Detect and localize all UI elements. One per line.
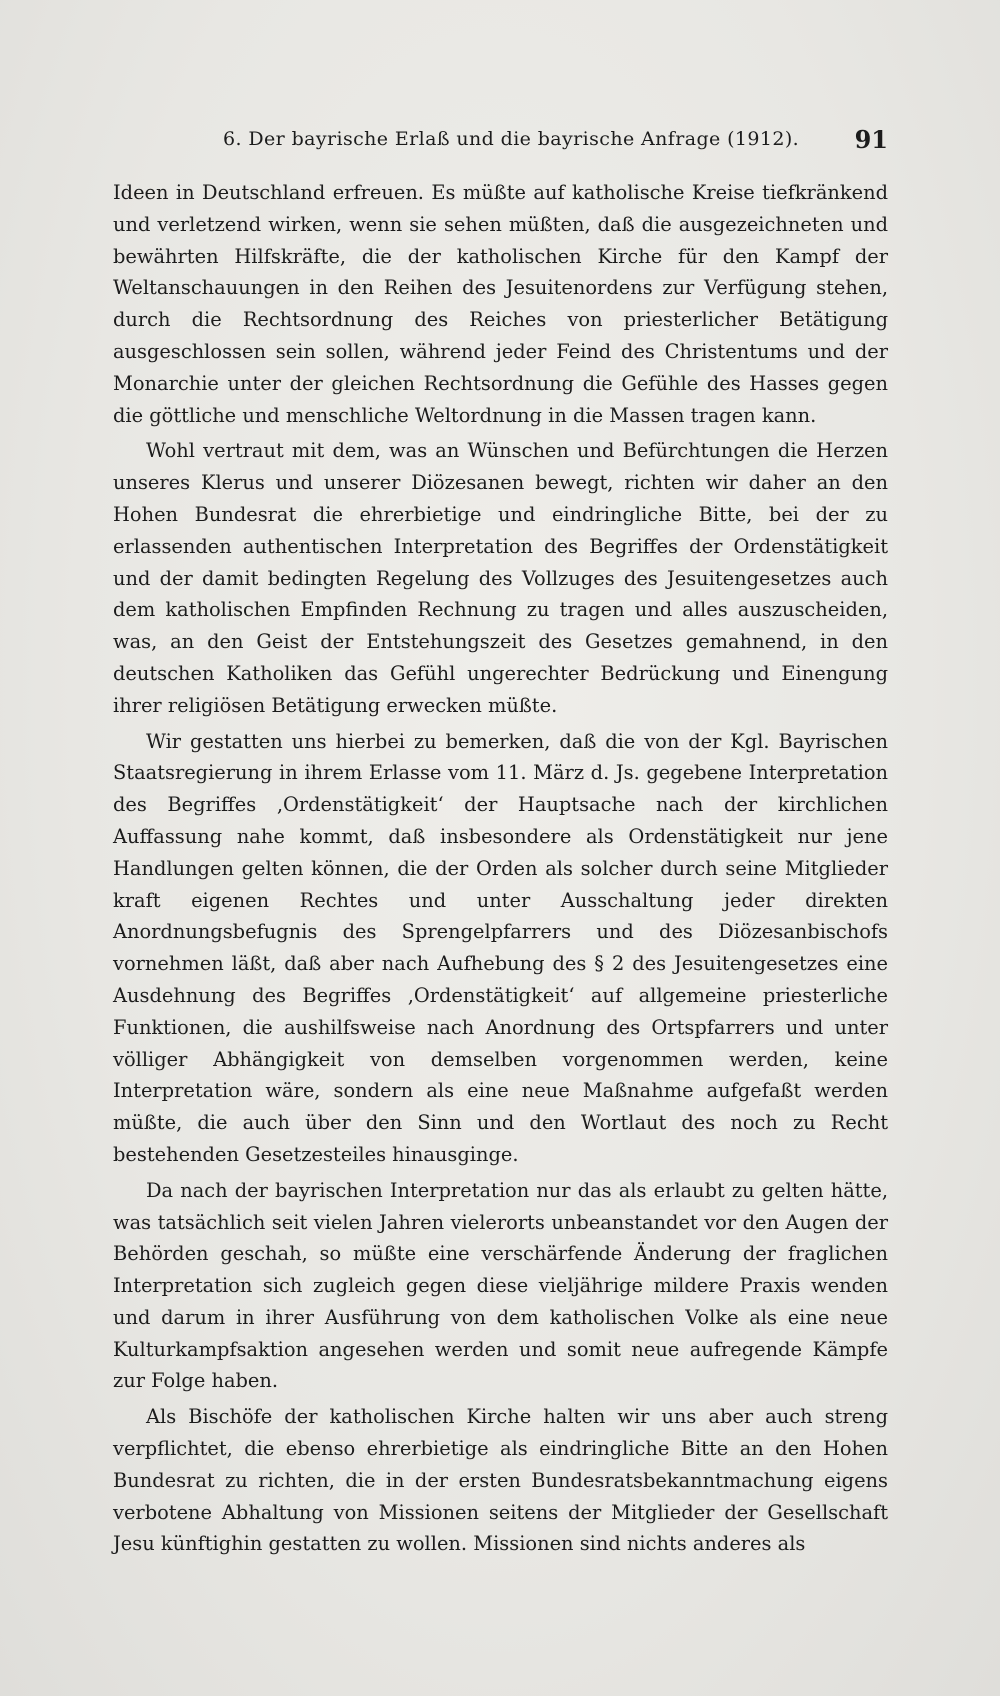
page-number: 91 [854,125,888,154]
running-title: 6. Der bayrische Erlaß und die bayrische Anfrage (1912). [223,128,800,150]
paragraph: Da nach der bayrischen Interpretation nur das als erlaubt zu gelten hätte, was tatsächlich seit vielen Jahren vielerorts unbeanstandet vor den Augen der Behörden geschah, so müßte eine verschärfende Änderung der fraglichen Interpretation sich zugleich gegen diese vieljährige mildere Praxis wenden und darum in ihrer Ausführung von dem katholischen Volke als eine neue Kulturkampfsaktion angesehen werden und somit neue aufregende Kämpfe zur Folge haben. [113,1178,888,1393]
paragraph-continued: Ideen in Deutschland erfreuen. Es müßte auf katholische Kreise tiefkränkend und verletzend wirken, wenn sie sehen müßten, daß die ausgezeichneten und bewährten Hilfskräfte, die der katholischen Kirche für den Kampf der Weltanschauungen in den Reihen des Jesuitenordens zur Verfügung stehen, durch die Rechtsordnung des Reiches von priesterlicher Betätigung ausgeschlossen sein sollen, während jeder Feind des Christentums und der Monarchie unter der gleichen Rechtsordnung die Gefühle des Hasses gegen die göttliche und menschliche Weltordnung in die Massen tragen kann. [113,181,888,427]
paragraph: Als Bischöfe der katholischen Kirche halten wir uns aber auch streng verpflichtet, die ebenso ehrerbietige als eindringliche Bitte an den Hohen Bundesrat zu richten, die in der ersten Bundesratsbekanntmachung eigens verbotene Abhaltung von Missionen seitens der Mitglieder der Gesellschaft Jesu künftighin gestatten zu wollen. Missionen sind nichts anderes als [113,1405,888,1556]
page-header [113,125,888,158]
body-text [113,177,888,1564]
paragraph: Wohl vertraut mit dem, was an Wünschen und Befürchtungen die Herzen unseres Klerus und unserer Diözesanen bewegt, richten wir daher an den Hohen Bundesrat die ehrerbietige und eindringliche Bitte, bei der zu erlassenden authentischen Interpretation des Begriffes der Ordenstätigkeit und der damit bedingten Regelung des Vollzuges des Jesuitengesetzes auch dem katholischen Empfinden Rechnung zu tragen und alles auszuscheiden, was, an den Geist der Entstehungszeit des Gesetzes gemahnend, in den deutschen Katholiken das Gefühl ungerechter Bedrückung und Einengung ihrer religiösen Betätigung erwecken müßte. [113,439,888,717]
paragraph: Wir gestatten uns hierbei zu bemerken, daß die von der Kgl. Bayrischen Staatsregierung in ihrem Erlasse vom 11. März d. Js. gegebene Interpretation des Begriffes ‚Ordenstätigkeit‘ der Hauptsache nach der kirchlichen Auffassung nahe kommt, daß insbesondere als Ordenstätigkeit nur jene Handlungen gelten können, die der Orden als solcher durch seine Mitglieder kraft eigenen Rechtes und unter Ausschaltung jeder direkten Anordnungsbefugnis des Sprengelpfarrers und des Diözesanbischofs vornehmen läßt, daß aber nach Aufhebung des § 2 des Jesuitengesetzes eine Ausdehnung des Begriffes ‚Ordenstätigkeit‘ auf allgemeine priesterliche Funktionen, die aushilfsweise nach Anordnung des Ortspfarrers und unter völliger Abhängigkeit von demselben vorgenommen werden, keine Interpretation wäre, sondern als eine neue Maßnahme aufgefaßt werden müßte, die auch über den Sinn und den Wortlaut des noch zu Recht bestehenden Gesetzesteiles hinausginge. [113,729,888,1166]
